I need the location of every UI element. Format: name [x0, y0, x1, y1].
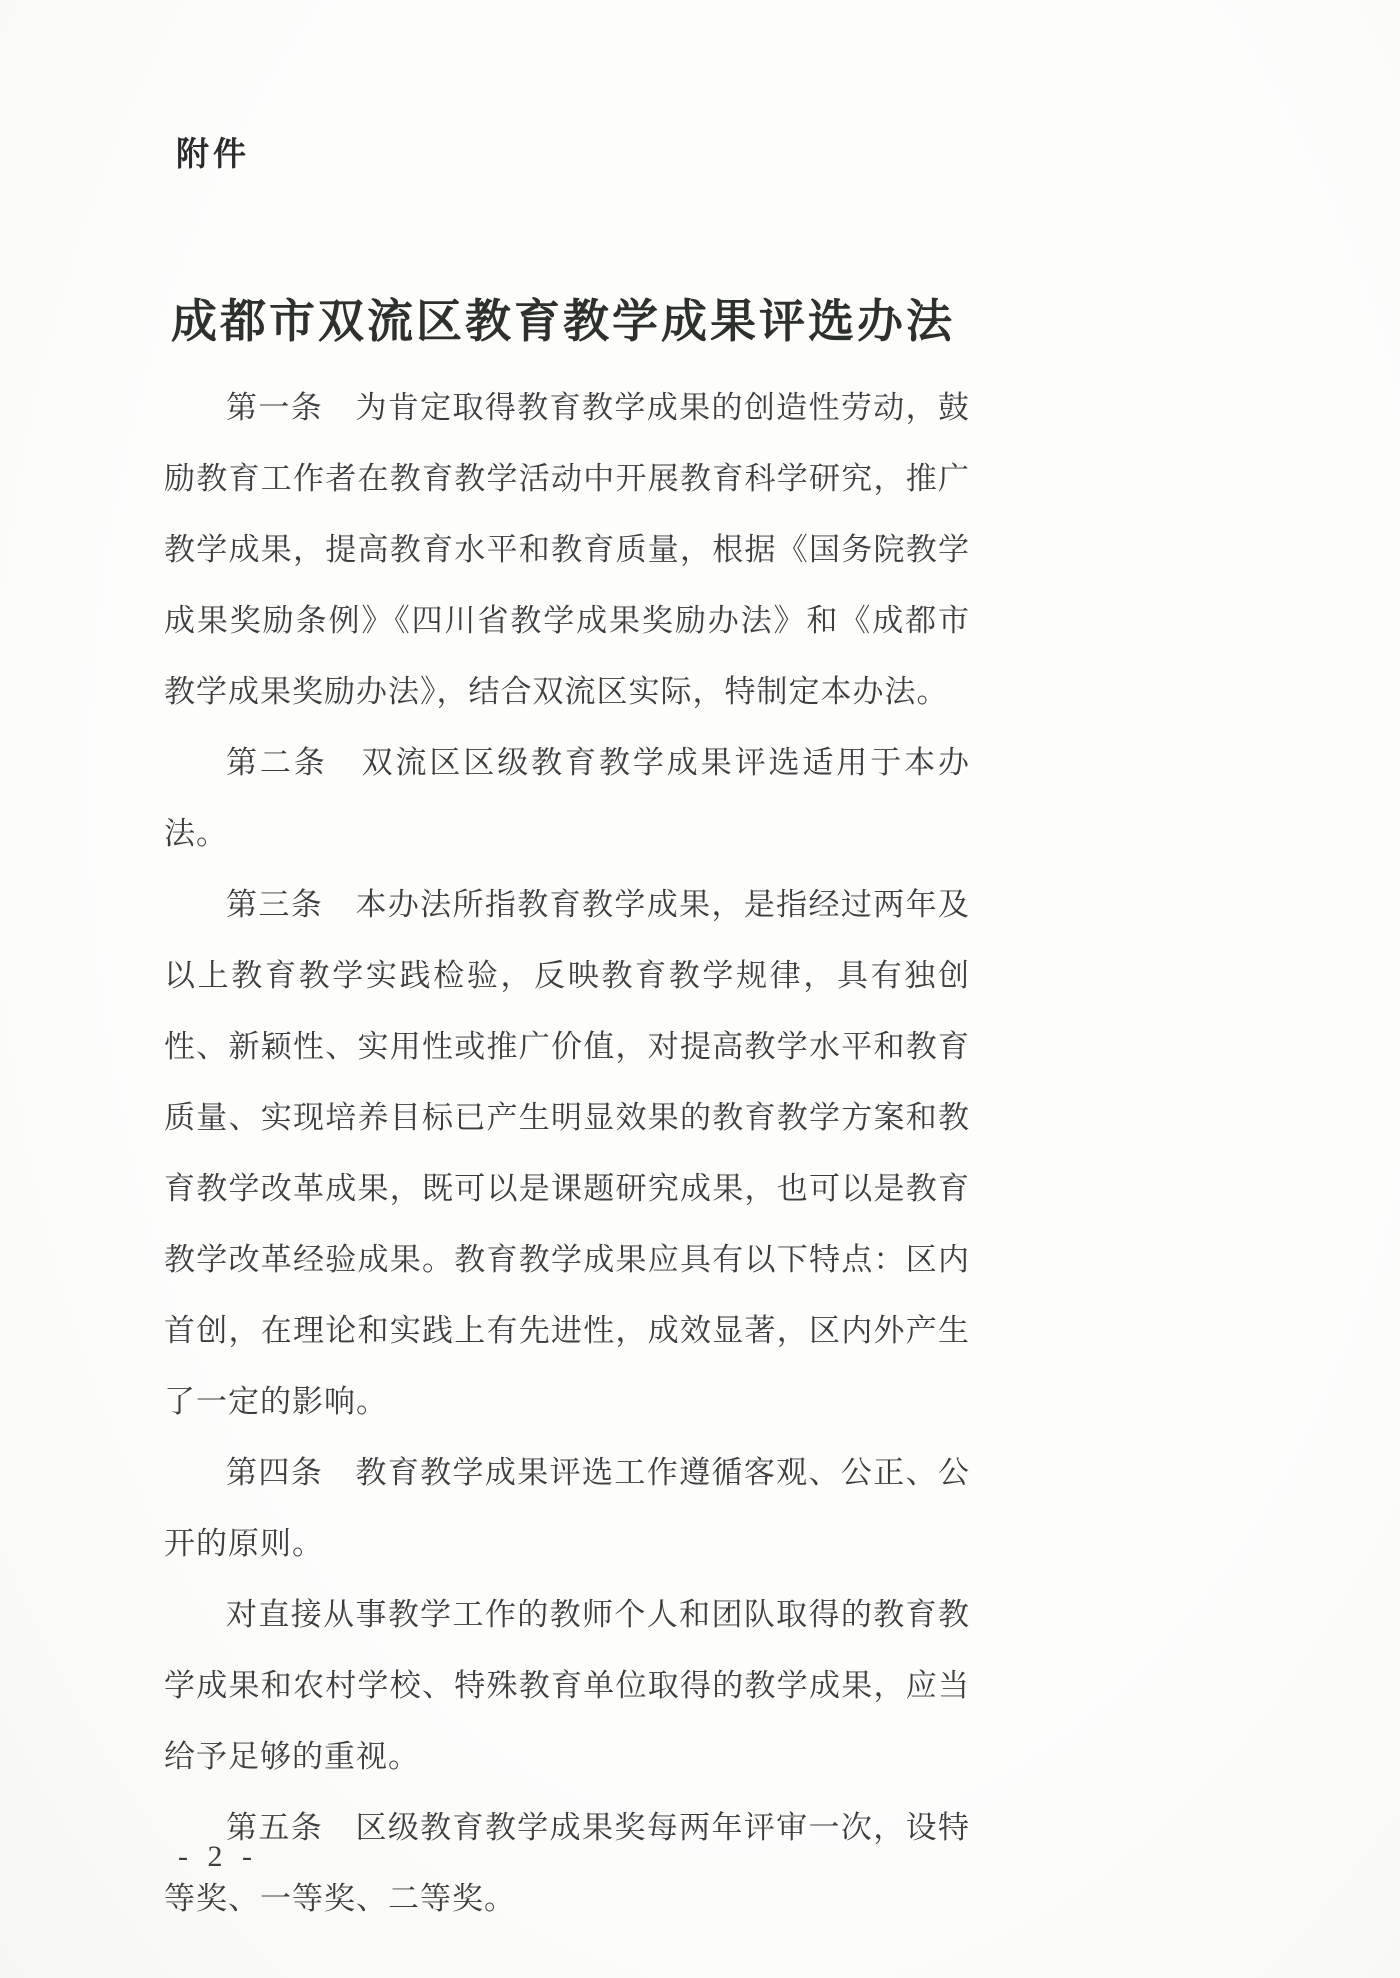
page-number: - 2 -: [178, 1840, 258, 1873]
paragraph: 第四条 教育教学成果评选工作遵循客观、公正、公开的原则。: [164, 1455, 970, 1561]
paragraph: 第三条 本办法所指教育教学成果，是指经过两年及以上教育教学实践检验，反映教育教学规律，具有独创性、新颖性、实用性或推广价值，对提高教学水平和教育质量、实现培养目标已产生明显效果的教育教学方案和教育教学改革成果，既可以是课题研究成果，也可以是教育教学改革经验成果。教育教学成果应具有以下特点：区内首创，在理论和实践上有先进性，成效显著，区内外产生了一定的影响。: [164, 887, 970, 1419]
paragraph-list: [164, 372, 970, 1934]
attachment-label: 附件: [176, 135, 250, 172]
page-title: 成都市双流区教育教学成果评选办法: [171, 295, 955, 347]
paragraph: 对直接从事教学工作的教师个人和团队取得的教育教学成果和农村学校、特殊教育单位取得的教学成果，应当给予足够的重视。: [164, 1597, 970, 1774]
paragraph: 第一条 为肯定取得教育教学成果的创造性劳动，鼓励教育工作者在教育教学活动中开展教育科学研究，推广教学成果，提高教育水平和教育质量，根据《国务院教学成果奖励条例》《四川省教学成果奖励办法》和《成都市教学成果奖励办法》，结合双流区实际，特制定本办法。: [164, 390, 970, 709]
paragraph: 第五条 区级教育教学成果奖每两年评审一次，设特等奖、一等奖、二等奖。: [164, 1810, 970, 1916]
paragraph: 第二条 双流区区级教育教学成果评选适用于本办法。: [164, 745, 970, 851]
